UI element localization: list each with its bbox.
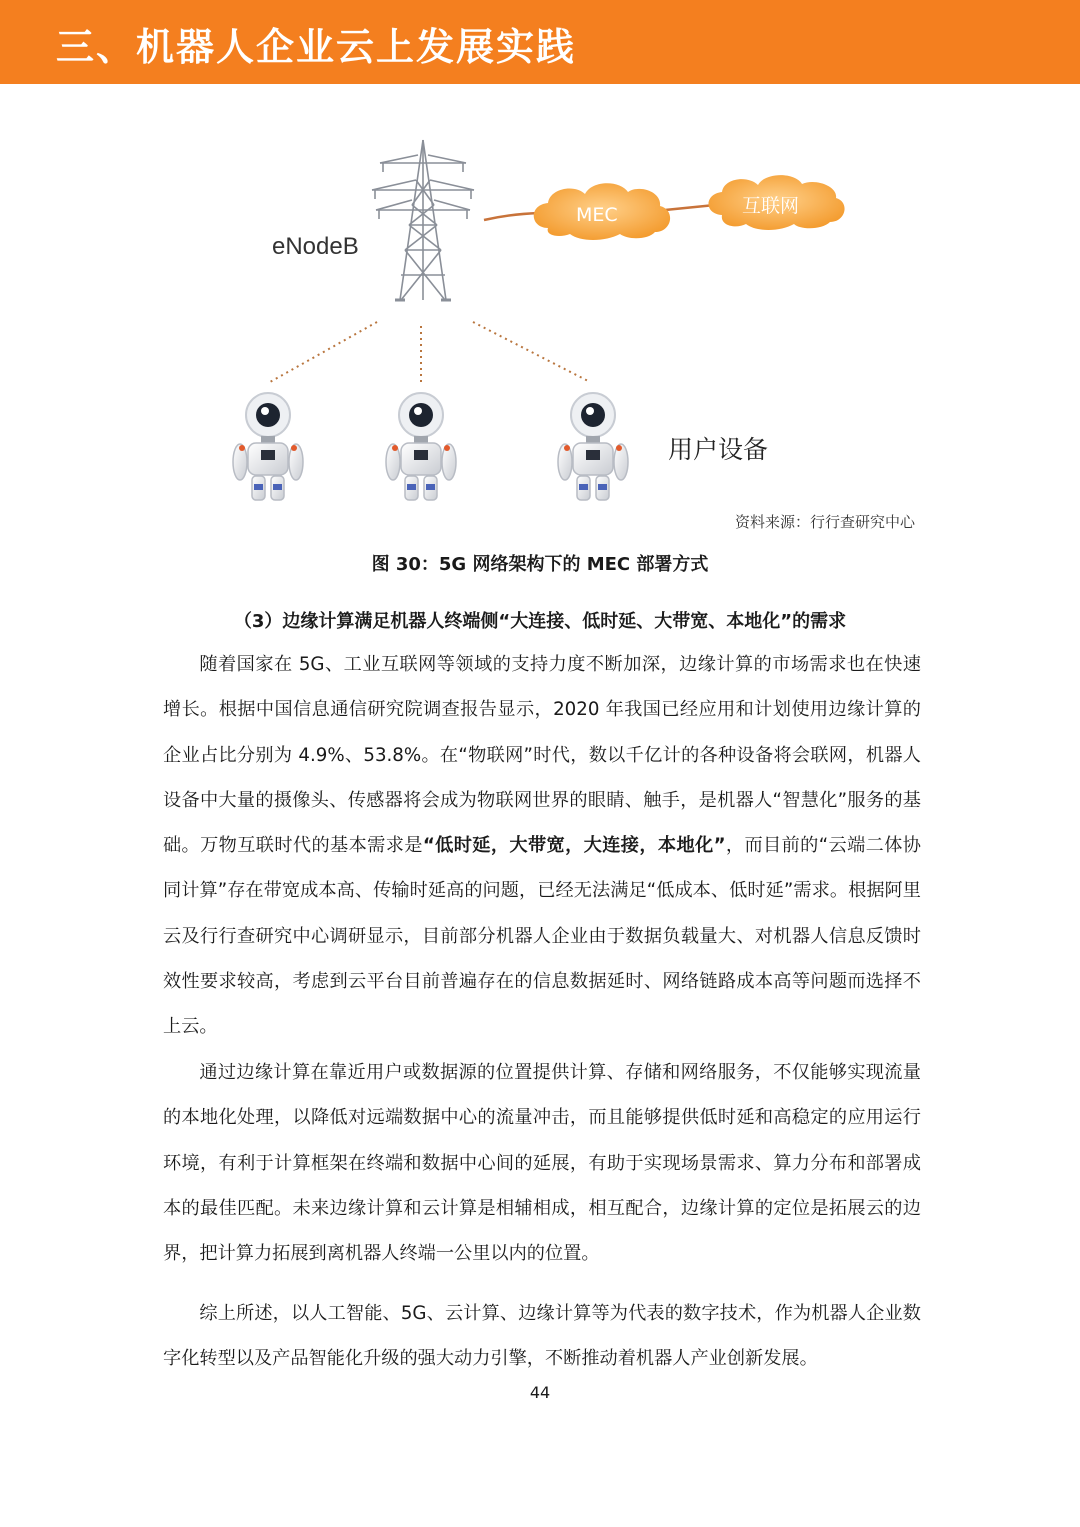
paragraph-3: 综上所述，以人工智能、5G、云计算、边缘计算等为代表的数字技术，作为机器人企业数字化转型以及产品智能化升级的强大动力引擎，不断推动着机器人产业创新发展。 xyxy=(163,1303,921,1370)
paragraph-1-part-a: 随着国家在 5G、工业互联网等领域的支持力度不断加深，边缘计算的市场需求也在快速增长。根据中国信息通信研究院调查报告显示，2020 年我国已经应用和计划使用边缘计算的企业占比分别为 4.9%、53.8%。在“物联网”时代，数以千亿计的各种设备将会联网，机器人设备中大量的摄像头、传感器将会成为物联网世界的眼睛、触手，是机器人“智慧化”服务的基础。万物互联时代的基本需求是 xyxy=(163,654,921,857)
mec-label: MEC xyxy=(576,204,618,226)
paragraph-1-part-b: ，而目前的“云端二体协同计算”存在带宽成本高、传输时延高的问题，已经无法满足“低成本、低时延”需求。根据阿里云及行行查研究中心调研显示，目前部分机器人企业由于数据负载量大、对机器人信息反馈时效性要求较高，考虑到云平台目前普遍存在的信息数据延时、网络链路成本高等问题而选择不上云。 xyxy=(163,835,921,1038)
figure-caption: 图 30：5G 网络架构下的 MEC 部署方式 xyxy=(371,554,709,575)
internet-label: 互联网 xyxy=(742,195,800,217)
devices-label: 用户设备 xyxy=(668,435,769,464)
source-note: 资料来源：行行查研究中心 xyxy=(734,513,915,531)
tower-label: eNodeB xyxy=(272,233,359,260)
link-tower-mec xyxy=(484,213,540,220)
section-heading: （3）边缘计算满足机器人终端侧“大连接、低时延、大带宽、本地化”的需求 xyxy=(233,611,847,632)
paragraph-1 xyxy=(163,642,921,1050)
link-robot-1 xyxy=(270,322,377,382)
paragraph-2: 通过边缘计算在靠近用户或数据源的位置提供计算、存储和网络服务，不仅能够实现流量的本地化处理，以降低对远端数据中心的流量冲击，而且能够提供低时延和高稳定的应用运行环境，有利于计算框架在终端和数据中心间的延展，有助于实现场景需求、算力分布和部署成本的最佳匹配。未来边缘计算和云计算是相辅相成，相互配合，边缘计算的定位是拓展云的边界，把计算力拓展到离机器人终端一公里以内的位置。 xyxy=(163,1062,921,1265)
mec-diagram xyxy=(0,0,1080,520)
link-mec-internet xyxy=(665,205,715,210)
robot-icon xyxy=(386,393,456,500)
paragraph-1-bold: “低时延，大带宽，大连接，本地化” xyxy=(422,835,726,857)
robot-icon xyxy=(558,393,628,500)
link-robot-3 xyxy=(473,322,590,382)
page-title: 三、机器人企业云上发展实践 xyxy=(56,25,577,69)
robot-icon xyxy=(233,393,303,500)
mec-diagram-svg xyxy=(0,0,1080,520)
page-number: 44 xyxy=(529,1383,551,1402)
tower-icon xyxy=(372,140,474,300)
